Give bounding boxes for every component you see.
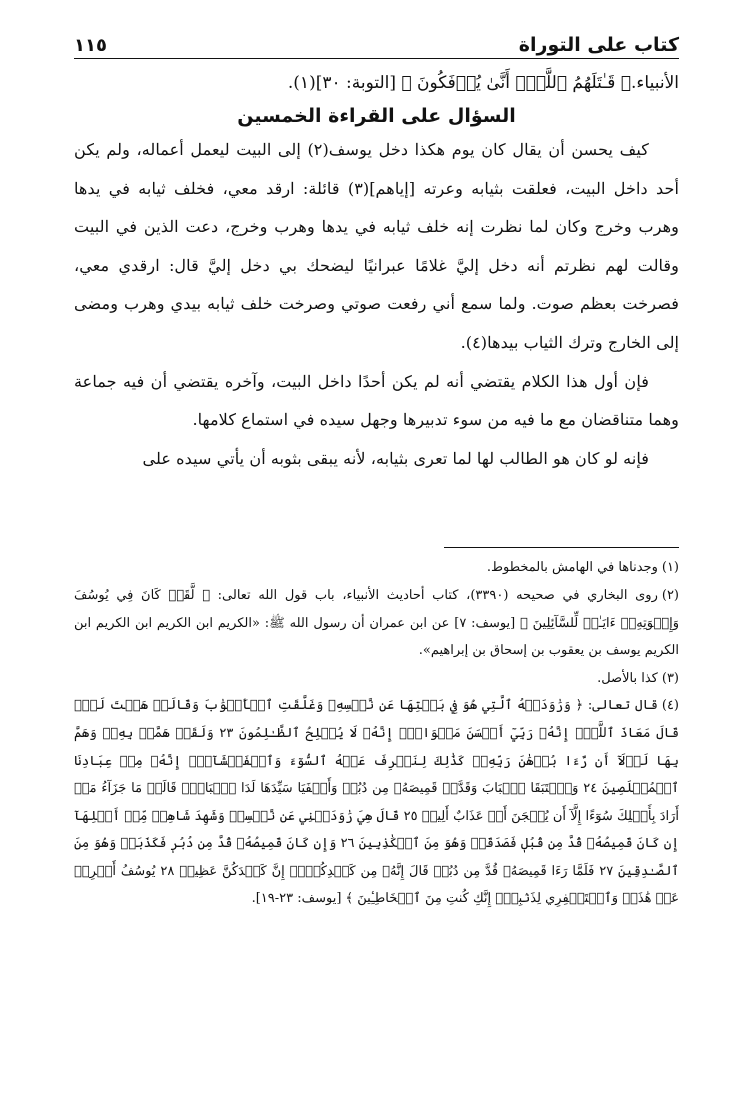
footnote-text: وجدناها في الهامش بالمخطوط. (486, 560, 658, 576)
footnote-text: قال تعالى: ﴿ وَرَٰوَدَتۡهُ ٱلَّتِي هُوَ فِي بَيۡتِهَا عَن نَّفۡسِهِۦ وَغَلَّقَتِ ٱلۡأَبۡوَٰبَ وَقَالَتۡ هَيۡتَ لَكَۚ قَالَ مَعَاذَ ٱللَّهِۖ إِنَّهُۥ رَبِّيٓ أَحۡسَنَ مَثۡوَايَۖ إِنَّهُۥ لَا يُفۡلِحُ ٱلظَّـٰلِمُونَ ٢٣ وَلَقَدۡ هَمَّتۡ بِهِۦۖ وَهَمَّ بِهَا لَوۡلَآ أَن رَّءَا بُرۡهَٰنَ رَبِّهِۦۚ كَذَٰلِكَ لِنَصۡرِفَ عَنۡهُ ٱلسُّوٓءَ وَٱلۡفَحۡشَآءَۚ إِنَّهُۥ مِنۡ عِبَادِنَا ٱلۡمُخۡلَصِينَ ٢٤ وَٱسۡتَبَقَا ٱلۡبَابَ وَقَدَّتۡ قَمِيصَهُۥ مِن دُبُرٖ وَأَلۡفَيَا سَيِّدَهَا لَدَا ٱلۡبَابِۚ قَالَتۡ مَا جَزَآءُ مَنۡ أَرَادَ بِأَهۡلِكَ سُوٓءًا إِلَّآ أَن يُسۡجَنَ أَوۡ عَذَابٌ أَلِيمٞ ٢٥ قَالَ هِيَ رَٰوَدَتۡنِي عَن نَّفۡسِيۚ وَشَهِدَ شَاهِدٞ مِّنۡ أَهۡلِهَآ إِن كَانَ قَمِيصُهُۥ قُدَّ مِن قُبُلٖ فَصَدَقَتۡ وَهُوَ مِنَ ٱلۡكَٰذِبِينَ ٢٦ وَإِن كَانَ قَمِيصُهُۥ قُدَّ مِن دُبُرٖ فَكَذَبَتۡ وَهُوَ مِنَ ٱلصَّـٰدِقِينَ ٢٧ فَلَمَّا رَءَا قَمِيصَهُۥ قُدَّ مِن دُبُرٖ قَالَ إِنَّهُۥ مِن كَيۡدِكُنَّۖ إِنَّ كَيۡدَكُنَّ عَظِيمٞ ٢٨ يُوسُفُ أَعۡرِضۡ عَنۡ هَٰذَاۚ وَٱسۡتَغۡفِرِي لِذَنۢبِكِۖ إِنَّكِ كُنتِ مِنَ ٱلۡخَاطِـِٔينَ ﴾ [يوسف: ٢٣-١٩]. (74, 698, 679, 907)
footnote-number: (٤) (661, 698, 679, 714)
page-number: ١١٥ (74, 35, 107, 56)
footnote (74, 554, 679, 582)
section-title: السؤال على القراءة الخمسين (237, 105, 516, 127)
footnote (74, 582, 679, 665)
page-header (74, 34, 679, 59)
running-title: كتاب على التوراة (518, 34, 679, 56)
footnote-text: كذا بالأصل. (597, 670, 658, 686)
footnote-text: روى البخاري في صحيحه (٣٣٩٠)، كتاب أحاديث الأنبياء، باب قول الله تعالى: ﴿ لَّقَدۡ كَانَ فِي يُوسُفَ وَإِخۡوَتِهِۦٓ ءَايَـٰتٞ لِّلسَّآئِلِينَ ﴾ [يوسف: ٧] عن ابن عمران أن رسول الله ﷺ: «الكريم ابن الكريم ابن الكريم ابن الكريم يوسف بن يعقوب بن إسحاق بن إبراهيم». (74, 587, 679, 659)
paragraph: كيف يحسن أن يقال كان يوم هكذا دخل يوسف(٢) إلى البيت ليعمل أعماله، ولم يكن أحد داخل البيت، فعلقت بثيابه وعرته [إياهم](٣) قائلة: ارقد معي، فخلف ثيابه في يدها وهرب وخرج وكان لما نظرت إنه خلف ثيابه في يدها وهرب وخرج، دعت الذين في البيت وقالت لهم نظرتم أنه دخل إليَّ غلامًا عبرانيًا ليضحك بي دخل إليَّ قال: ارقدي معي، فصرخت بعظم صوت. ولما سمع أني رفعت صوتي وصرخت خلف ثيابه بيدي وهرب ومضى إلى الخارج وترك الثياب بيدها(٤). (74, 140, 680, 352)
footnote-number: (١) (661, 560, 679, 576)
footnote (74, 692, 679, 913)
footnote (74, 665, 679, 693)
body-text (74, 131, 679, 478)
footnotes (74, 554, 679, 913)
top-verse-line: الأنبياء.﴿ قَـٰتَلَهُمُ ٱللَّهُۚ أَنَّىٰ يُؤۡفَكُونَ ﴾ [التوبة: ٣٠](١). (287, 73, 679, 93)
footnote-number: (٢) (661, 587, 679, 603)
paragraph: فإنه لو كان هو الطالب لها لما تعرى بثيابه، لأنه يبقى بثوبه أن يأتي سيده على (142, 448, 649, 468)
paragraph: فإن أول هذا الكلام يقتضي أنه لم يكن أحدًا داخل البيت، وآخره يقتضي أن فيه جماعة وهما متناقضان مع ما فيه من سوء تدبيرها وجهل سيده في استماع كلامها. (74, 371, 679, 430)
footnote-separator (444, 547, 679, 548)
footnote-number: (٣) (661, 670, 679, 686)
